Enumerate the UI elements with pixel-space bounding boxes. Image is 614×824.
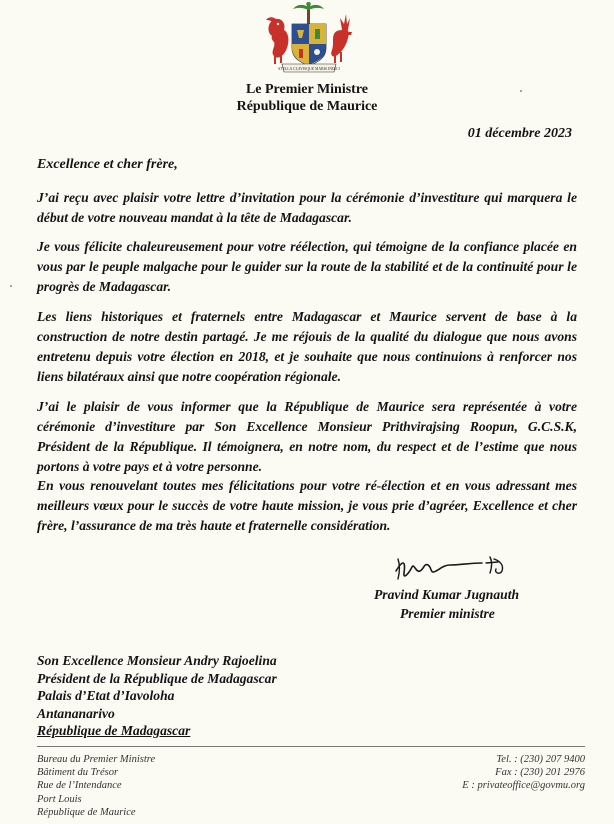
sender-title: Le Premier Ministre [245,82,369,97]
footer-city: Port Louis [37,793,82,805]
footer-street: Rue de l’Intendance [37,780,122,792]
paper-speck [10,285,12,287]
coat-of-arms-icon [262,2,356,76]
footer-fax: Fax : (230) 201 2976 [495,767,585,779]
body-paragraph: Les liens historiques et fraternels entre Madagascar et Maurice servent de base à la construction de notre destin partagé. Je me réjouis de la qualité du dialogue que nous avons entretenu depuis votre élection en 2018, et je souhaite que nous continuions à renforcer nos liens bilatéraux ainsi que notre coopération régionale. [37,309,577,384]
crest-motto: STELLA CLAVISQUE MARIS INDICI [278,67,340,71]
salutation: Excellence et cher frère, [37,157,178,172]
recipient-line: Palais d’Etat d’Iavoloha [37,688,175,703]
handwritten-signature [390,551,530,583]
body-paragraph: J’ai le plaisir de vous informer que la République de Maurice sera représentée à votre cérémonie d’investiture par Son Excellence Monsieur Prithvirajsing Roopun, G.C.S.K, Président de la République. Il témoignera, en notre nom, du respect et de l’estime que nous portons à votre pays et à votre personne. [37,399,577,474]
body-paragraph: J’ai reçu avec plaisir votre lettre d’invitation pour la cérémonie d’investiture qui marquera le début de votre nouveau mandat à la tête de Madagascar. [37,190,577,225]
letter-date: 01 décembre 2023 [467,126,572,141]
footer-contact [462,753,585,793]
footer-country: République de Maurice [37,806,136,818]
recipient-line: Antananarivo [37,705,115,721]
sender-country: République de Maurice [236,99,378,114]
recipient-country: République de Madagascar [37,723,191,738]
recipient-line: Son Excellence Monsieur Andry Rajoelina [37,653,277,668]
footer-address [37,753,155,819]
body-paragraph: En vous renouvelant toutes mes félicitations pour votre ré-élection et en vous adressant mes meilleurs vœux pour le succès de votre haute mission, je vous prie d’agréer, Excellence et cher frère, l’assurance de ma très haute et fraternelle considération. [37,478,577,533]
footer-divider [37,746,585,747]
recipient-line: Président de la République de Madagascar [37,670,277,686]
footer-email: E : privateoffice@govmu.org [462,780,585,792]
footer-tel: Tel. : (230) 207 9400 [496,754,585,765]
recipient-address [37,652,277,740]
footer-building: Bâtiment du Trésor [37,767,119,779]
footer-office: Bureau du Premier Ministre [37,754,156,765]
body-paragraph: Je vous félicite chaleureusement pour votre réélection, qui témoigne de la confiance placée en vous par le peuple malgache pour le guider sur la route de la stabilité et de la continuité pour le progrès de Madagascar. [37,239,577,294]
signatory-title: Premier ministre [400,606,495,621]
paper-speck [520,90,522,92]
signatory-name: Pravind Kumar Jugnauth [374,587,520,602]
